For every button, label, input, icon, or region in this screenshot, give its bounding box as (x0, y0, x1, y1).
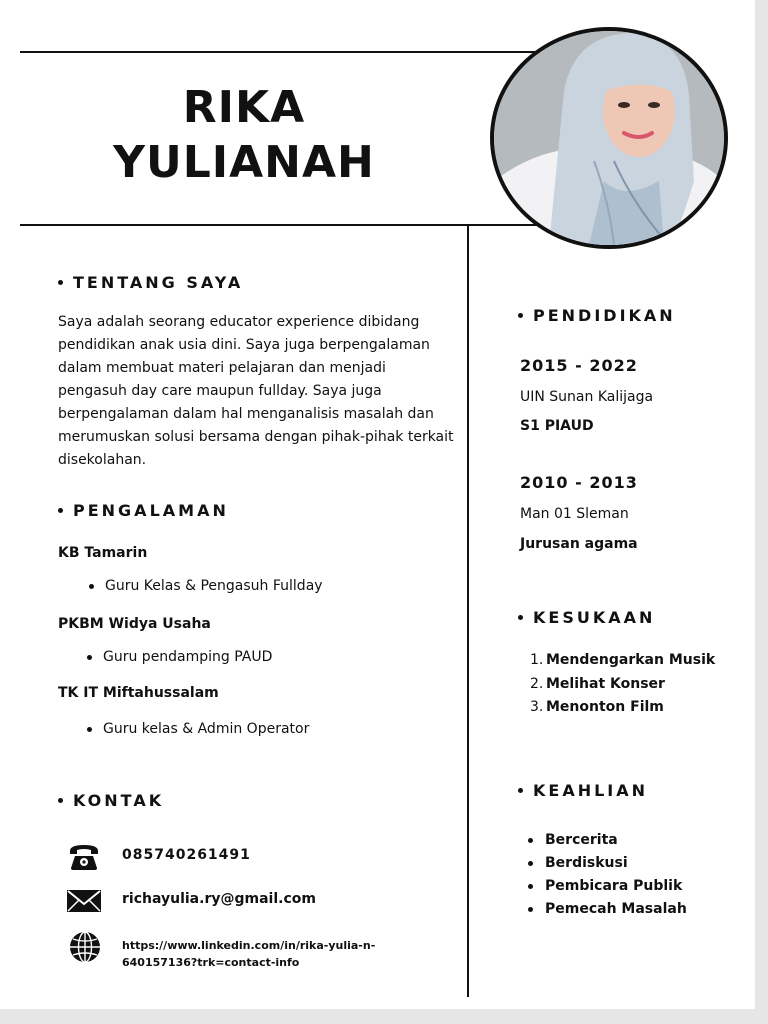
list-item (530, 696, 715, 720)
linkedin-url-line-1: https://www.linkedin.com/in/rika-yulia-n- (122, 939, 376, 952)
section-title: PENGALAMAN (73, 501, 229, 520)
skill-label: Bercerita (545, 832, 618, 848)
experience-place: TK IT Miftahussalam (58, 685, 219, 701)
skill-label: Berdiskusi (545, 855, 628, 871)
list-item (528, 875, 687, 898)
list-number: 3. (530, 699, 544, 715)
bullet-dot (58, 280, 63, 285)
mail-icon (66, 886, 102, 916)
bullet-dot (58, 508, 63, 513)
profile-photo (490, 27, 728, 249)
education-years: 2015 - 2022 (520, 356, 638, 375)
linkedin-url-line-2: 640157136?trk=contact-info (122, 956, 300, 969)
skill-label: Pemecah Masalah (545, 901, 687, 917)
section-heading-skills (518, 781, 648, 800)
header-top-rule (20, 51, 540, 53)
name-line-2: YULIANAH (113, 137, 375, 188)
experience-place: KB Tamarin (58, 545, 148, 561)
education-school: Man 01 Sleman (520, 506, 629, 522)
hobby-label: Menonton Film (546, 699, 664, 715)
phone-icon (66, 842, 102, 872)
list-item (530, 649, 715, 673)
resume-name (20, 80, 468, 190)
about-text: Saya adalah seorang educator experience dibidang pendidikan anak usia dini. Saya juga berpengalaman dalam membuat materi pelajaran dan menjadi pengasuh day care maupun fullday. Saya juga berpengalaman dalam hal menganalisis masalah dan merumuskan solusi bersama dengan pihak-pihak terkait disekolahan. (58, 314, 454, 468)
profile-photo-illustration (494, 31, 724, 245)
section-heading-education (518, 306, 676, 325)
hobby-label: Melihat Konser (546, 675, 665, 692)
education-degree: S1 PIAUD (520, 418, 594, 434)
list-item (530, 673, 715, 697)
section-title: PENDIDIKAN (533, 306, 676, 325)
section-heading-contact (58, 791, 164, 810)
hobbies-list (530, 649, 715, 720)
hobby-label: Mendengarkan Musik (546, 652, 716, 668)
experience-role: Guru Kelas & Pengasuh Fullday (89, 578, 323, 594)
experience-place: PKBM Widya Usaha (58, 616, 211, 632)
list-item (528, 852, 687, 875)
name-line-1: RIKA (182, 82, 306, 133)
skill-label: Pembicara Publik (545, 878, 683, 894)
list-item (528, 829, 687, 852)
bullet-dot (518, 313, 523, 318)
globe-icon (68, 930, 104, 960)
column-divider (467, 225, 469, 997)
section-title: KEAHLIAN (533, 781, 649, 800)
bullet-dot (518, 788, 523, 793)
bullet-dot (58, 798, 63, 803)
education-years: 2010 - 2013 (520, 473, 638, 492)
bullet-dot (518, 615, 523, 620)
section-heading-about (58, 273, 243, 292)
experience-role: Guru pendamping PAUD (87, 649, 272, 665)
section-heading-experience (58, 501, 229, 520)
linkedin-url[interactable] (122, 937, 375, 971)
list-number: 2. (530, 675, 544, 692)
list-number: 1. (530, 652, 544, 668)
list-item (528, 898, 687, 921)
phone-number: 085740261491 (122, 847, 251, 863)
experience-role: Guru kelas & Admin Operator (87, 721, 309, 737)
section-title: KESUKAAN (533, 608, 656, 627)
header-bottom-rule (20, 224, 540, 226)
education-degree: Jurusan agama (520, 536, 638, 552)
section-title: TENTANG SAYA (73, 273, 244, 292)
email-address: richayulia.ry@gmail.com (122, 891, 316, 907)
section-heading-hobbies (518, 608, 655, 627)
section-title: KONTAK (73, 791, 165, 810)
education-school: UIN Sunan Kalijaga (520, 389, 654, 405)
skills-list (528, 829, 687, 921)
